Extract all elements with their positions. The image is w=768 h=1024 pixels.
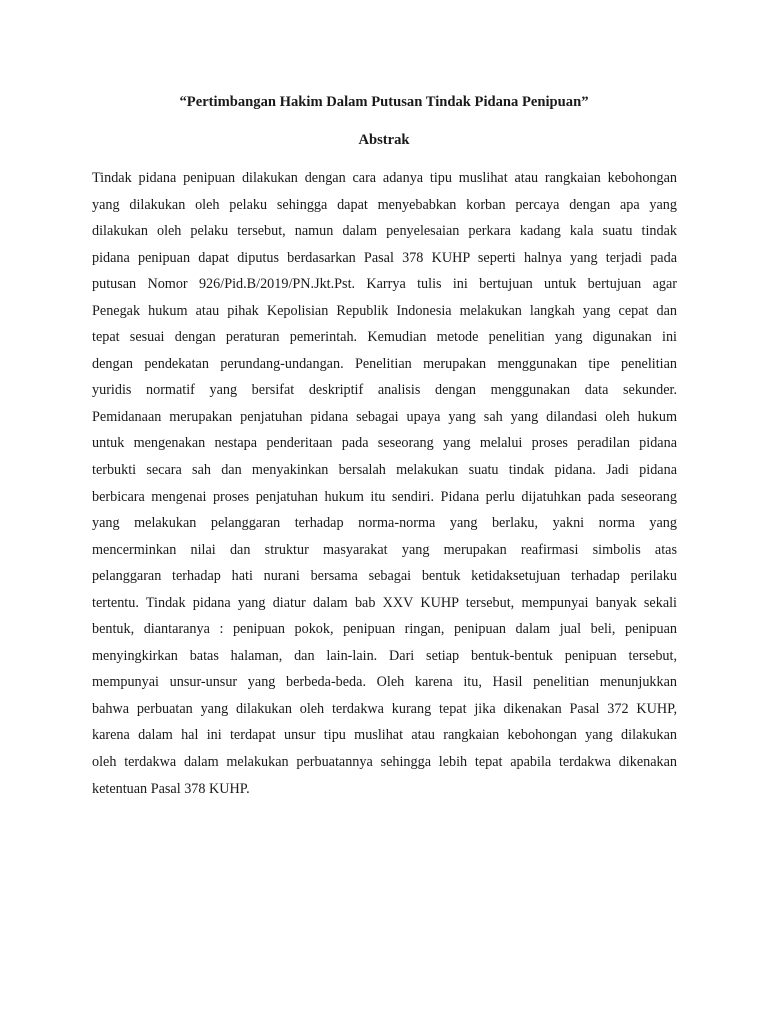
abstract-line: menyingkirkan batas halaman, dan lain-lain. Dari setiap bentuk-bentuk penipuan tersebut, bbox=[92, 647, 677, 664]
abstract-line: yang melakukan pelanggaran terhadap norma-norma yang berlaku, yakni norma yang bbox=[92, 515, 677, 532]
abstract-line: yang dilakukan oleh pelaku sehingga dapat menyebabkan korban percaya dengan apa yang bbox=[92, 196, 677, 213]
abstract-line: pidana penipuan dapat diputus berdasarkan Pasal 378 KUHP seperti halnya yang terjadi pada bbox=[92, 249, 677, 266]
abstract-line: yuridis normatif yang bersifat deskriptif analisis dengan menggunakan data sekunder. bbox=[92, 382, 677, 399]
abstract-line: terbukti secara sah dan menyakinkan bersalah melakukan suatu tindak pidana. Jadi pidana bbox=[92, 462, 677, 479]
abstract-line: mempunyai unsur-unsur yang berbeda-beda. Oleh karena itu, Hasil penelitian menunjukkan bbox=[92, 674, 677, 691]
abstract-line: mencerminkan nilai dan struktur masyarakat yang merupakan reafirmasi simbolis atas bbox=[92, 541, 677, 558]
abstract-line: karena dalam hal ini terdapat unsur tipu muslihat atau rangkaian kebohongan yang dilakukan bbox=[92, 727, 677, 744]
abstract-line: untuk mengenakan nestapa penderitaan pada seseorang yang melalui proses peradilan pidana bbox=[92, 435, 677, 452]
abstract-line: oleh terdakwa dalam melakukan perbuatannya sehingga lebih tepat apabila terdakwa dikenakan bbox=[92, 754, 677, 771]
abstract-line: Pemidanaan merupakan penjatuhan pidana sebagai upaya yang sah yang dilandasi oleh hukum bbox=[92, 408, 677, 425]
abstract-line: Penegak hukum atau pihak Kepolisian Republik Indonesia melakukan langkah yang cepat dan bbox=[92, 302, 677, 319]
abstract-line: bahwa perbuatan yang dilakukan oleh terdakwa kurang tepat jika dikenakan Pasal 372 KUHP, bbox=[92, 700, 677, 717]
abstract-line: ketentuan Pasal 378 KUHP. bbox=[92, 780, 250, 797]
document-title: “Pertimbangan Hakim Dalam Putusan Tindak Pidana Penipuan” bbox=[179, 94, 589, 110]
section-heading-abstrak: Abstrak bbox=[358, 132, 410, 148]
abstract-line: dilakukan oleh pelaku tersebut, namun dalam penyelesaian perkara kadang kala suatu tindak bbox=[92, 223, 677, 240]
abstract-line: bentuk, diantaranya : penipuan pokok, penipuan ringan, penipuan dalam jual beli, penipuan bbox=[92, 621, 677, 638]
abstract-paragraph bbox=[92, 165, 677, 802]
abstract-line: Tindak pidana penipuan dilakukan dengan cara adanya tipu muslihat atau rangkaian kebohongan bbox=[92, 170, 677, 186]
abstract-line: berbicara mengenai proses penjatuhan hukum itu sendiri. Pidana perlu dijatuhkan pada seseorang bbox=[92, 488, 677, 505]
abstract-line: dengan pendekatan perundang-undangan. Penelitian merupakan menggunakan tipe penelitian bbox=[92, 355, 677, 372]
abstract-line: tepat sesuai dengan peraturan pemerintah. Kemudian metode penelitian yang digunakan ini bbox=[92, 329, 677, 346]
abstract-line: tertentu. Tindak pidana yang diatur dalam bab XXV KUHP tersebut, mempunyai banyak sekali bbox=[92, 594, 677, 611]
abstract-line: putusan Nomor 926/Pid.B/2019/PN.Jkt.Pst. Karrya tulis ini bertujuan untuk bertujuan agar bbox=[92, 276, 677, 293]
abstract-line: pelanggaran terhadap hati nurani bersama sebagai bentuk ketidaksetujuan terhadap perilaku bbox=[92, 568, 677, 585]
